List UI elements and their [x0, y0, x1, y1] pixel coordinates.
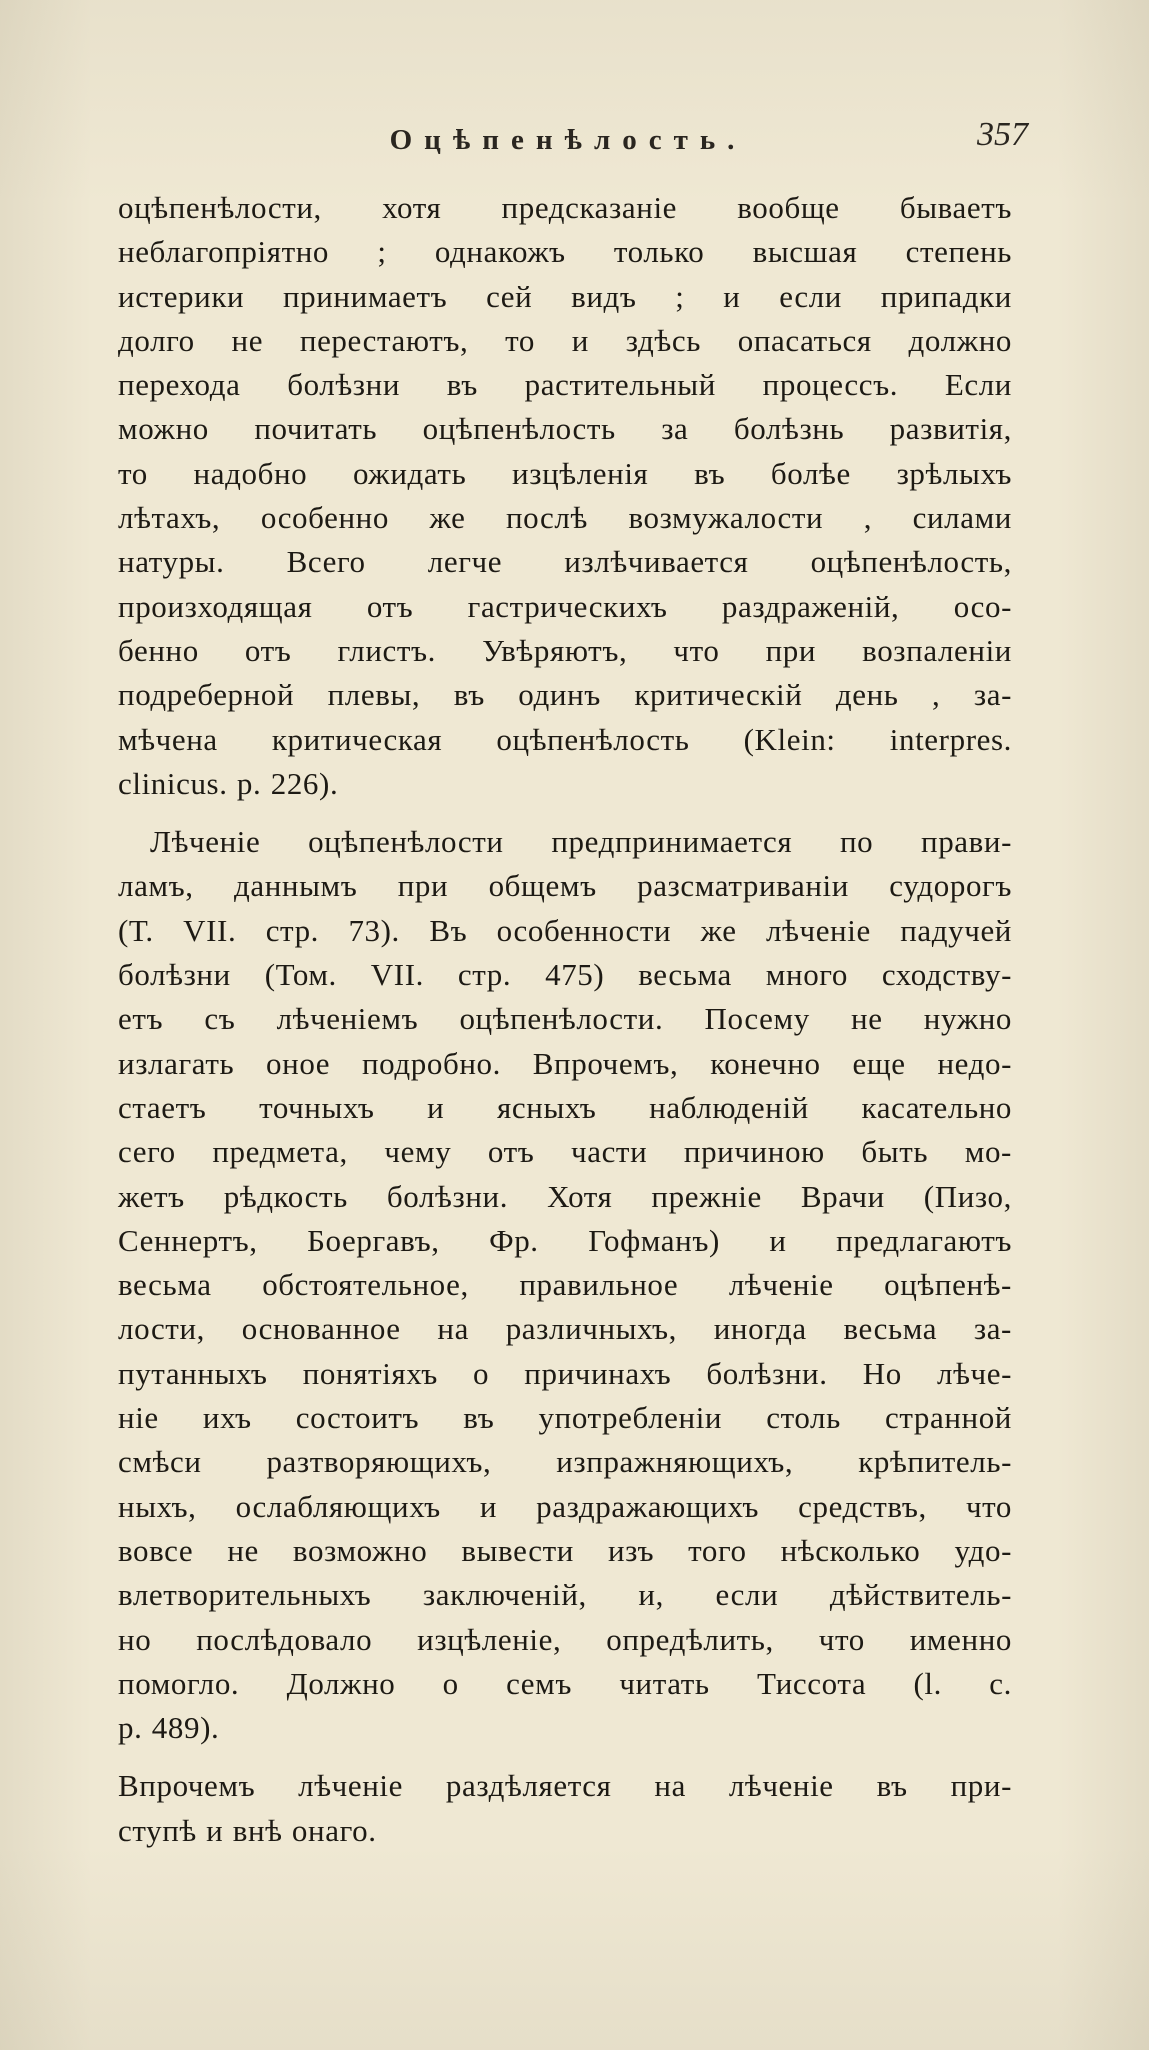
text-line: произходящая отъ гастрическихъ раздраженій, осо- [118, 588, 1012, 624]
text-line: весьма обстоятельное, правильное лѣченіе оцѣпенѣ- [118, 1267, 1012, 1303]
text-line: оцѣпенѣлости, хотя предсказаніе вообще бываетъ [118, 190, 1012, 225]
text-line: лости, основанное на различныхъ, иногда весьма за- [118, 1311, 1012, 1347]
text-line: излагать оное подробно. Впрочемъ, конечно еще недо- [118, 1045, 1012, 1081]
page-header [118, 116, 1028, 174]
text-line: но послѣдовало изцѣленіе, опредѣлить, что именно [118, 1621, 1012, 1657]
text-line: можно почитать оцѣпенѣлость за болѣзнь развитія, [118, 411, 1012, 447]
text-line: неблагопріятно ; однакожъ только высшая степень [118, 234, 1012, 270]
text-line: ступѣ и внѣ онаго. [118, 1812, 377, 1848]
text-line: лѣтахъ, особенно же послѣ возмужалости , силами [118, 500, 1012, 536]
text-line: вовсе не возможно вывести изъ того нѣсколько удо- [118, 1532, 1012, 1568]
text-line: жетъ рѣдкость болѣзни. Хотя прежніе Врачи (Пизо, [118, 1178, 1012, 1214]
text-line: p. 489). [118, 1710, 220, 1746]
text-line: стаетъ точныхъ и ясныхъ наблюденій касательно [118, 1089, 1012, 1125]
text-line: (Т. VII. стр. 73). Въ особенности же лѣченіе падучей [118, 912, 1012, 948]
text-line: смѣси разтворяющихъ, изпражняющихъ, крѣпитель- [118, 1444, 1012, 1480]
page-number: 357 [977, 116, 1028, 153]
text-line: болѣзни (Том. VII. стр. 475) весьма много сходству- [118, 957, 1012, 993]
body-text [118, 186, 1012, 1853]
text-line: ныхъ, ослабляющихъ и раздражающихъ средствъ, что [118, 1488, 1012, 1524]
text-line: Впрочемъ лѣченіе раздѣляется на лѣченіе въ при- [118, 1768, 1012, 1804]
text-line: подреберной плевы, въ одинъ критическій день , за- [118, 677, 1012, 713]
text-line: Сеннертъ, Боергавъ, Фр. Гофманъ) и предлагаютъ [118, 1222, 1012, 1258]
text-line: мѣчена критическая оцѣпенѣлость (Klein: interpres. [118, 721, 1012, 757]
text-line: ламъ, даннымъ при общемъ разсматриваніи судорогъ [118, 868, 1012, 904]
text-line: путанныхъ понятіяхъ о причинахъ болѣзни. Но лѣче- [118, 1355, 1012, 1391]
text-line: перехода болѣзни въ растительный процессъ. Если [118, 367, 1012, 403]
paragraph [118, 1764, 1012, 1853]
text-line: бенно отъ глистъ. Увѣряютъ, что при возпаленіи [118, 632, 1012, 668]
text-line: помогло. Должно о семъ читать Тиссота (l. c. [118, 1665, 1012, 1701]
text-line: долго не перестаютъ, то и здѣсь опасаться должно [118, 322, 1012, 358]
text-line: сего предмета, чему отъ части причиною быть мо- [118, 1134, 1012, 1170]
text-line: етъ съ лѣченіемъ оцѣпенѣлости. Посему не нужно [118, 1001, 1012, 1037]
paragraph [118, 820, 1012, 1750]
running-title: Оцѣпенѣлость. [389, 124, 747, 156]
text-line: Лѣченіе оцѣпенѣлости предпринимается по прави- [150, 824, 1012, 860]
text-line: влетворительныхъ заключеній, и, если дѣйствитель- [118, 1577, 1012, 1613]
text-line: ніе ихъ состоитъ въ употребленіи столь странной [118, 1400, 1012, 1436]
text-line: clinicus. p. 226). [118, 765, 339, 801]
text-line: натуры. Всего легче излѣчивается оцѣпенѣлость, [118, 544, 1012, 580]
text-line: то надобно ожидать изцѣленія въ болѣе зрѣлыхъ [118, 455, 1012, 491]
text-line: истерики принимаетъ сей видъ ; и если припадки [118, 278, 1012, 314]
paragraph [118, 186, 1012, 806]
